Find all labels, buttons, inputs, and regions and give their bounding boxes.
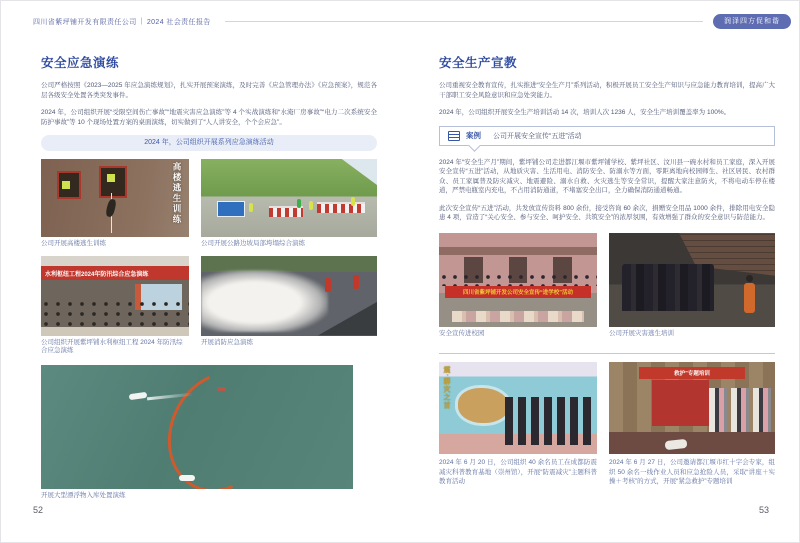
left-photo-row-1: [41, 159, 377, 237]
photo-earthquake-museum-visit: [439, 362, 597, 454]
drill-series-banner: 2024 年，公司组织开展系列应急演练活动: [41, 135, 377, 151]
window-shape: [57, 171, 81, 199]
photo-caption: 公司组织开展紫坪铺水利枢纽工程 2024 年防汛综合应急演练: [41, 338, 183, 354]
header-rule: [225, 21, 703, 22]
chapter-badge: 润泽四方促和谐: [713, 14, 791, 29]
case-paragraph-1: 2024 年“安全生产月”期间，紫坪铺公司走进都江堰市紫坪铺学校、紫坪社区、汶川县一碗水村和员工家庭，深入开展安全宣传“五进”活动，从地质灾害、生活用电、消防安全、防溺水等方面，零距离地向校园师生、社区居民、农村群众、员工家属普及防灾减灾、地震避险、溺水自救、火灾逃生等安全常识，提醒大家注意防火，不将电动车停在楼道，严禁电瓶室内充电，不占用消防通道，不堵塞安全出口，全力确保消防通道畅通。: [439, 158, 775, 194]
left-photo-row-2: [41, 256, 377, 336]
barrier-shape: [317, 202, 365, 213]
photo-caption: 公司开展灾害逃生培训: [609, 329, 674, 337]
section-title-emergency-drills: 安全应急演练: [41, 56, 120, 70]
road-sign-shape: [217, 201, 245, 217]
rescuer-figure: [744, 283, 755, 313]
boat-shape: [129, 391, 148, 399]
photo-caption: 2024 年 6 月 27 日，公司邀请都江堰市红十字会专家，组织 50 余名一线作业人员和应急抢险人员，采取“讲座＋实操＋考核”的方式，开展“紧急救护”专题培训: [609, 459, 775, 485]
photo-fire-extinguisher-drill: [201, 256, 377, 336]
smoke-shape: [201, 270, 328, 332]
right-caption-row-1: [439, 327, 775, 346]
vest-shape: [107, 174, 115, 182]
photo-caption: 2024 年 6 月 20 日，公司组织 40 余名员工在成都防震减灾科普教育基地（崇州馆），开展“防震减灾”主题科普教育活动: [439, 459, 597, 485]
photo-caption: 安全宣传进校园: [439, 329, 485, 337]
rescuer-head-shape: [746, 275, 753, 282]
photo-high-rise-escape: [41, 159, 189, 237]
group-figures-shape: [622, 264, 713, 311]
header-separator: |: [140, 18, 143, 25]
section-title-safety-education: 安全生产宣教: [439, 56, 518, 70]
right-photo-row-1: [439, 233, 775, 327]
photo-caption: 公司开展公路边坡局部垮塌综合演练: [201, 240, 305, 247]
firefighter-figure: [325, 278, 331, 292]
right-paragraph-1: 公司重视安全教育宣传，扎实推进“安全生产月”系列活动，积极开展员工安全生产知识与应急能力教育培训，提高广大干部职工安全风险意识和应急处突能力。: [439, 82, 775, 99]
photo-road-slope-drill: [201, 159, 377, 237]
case-document-icon: [448, 131, 460, 141]
worker-figure: [309, 201, 313, 210]
header-company-name: 四川省紫坪铺开发有限责任公司: [33, 18, 137, 26]
section-divider: [439, 353, 775, 354]
photo-caption: 开展大型漂浮物入库处置演练: [41, 491, 126, 499]
photo-overlay-text: 高楼逃生训练: [172, 162, 182, 225]
worker-figure: [297, 199, 301, 208]
floor-shape: [609, 432, 775, 454]
campaign-banner-text: 四川省紫坪铺开发公司安全宣传“进学校”活动: [445, 286, 590, 298]
left-paragraph-1: 公司严格按照《2023—2025 年应急演练规划》，扎实开展预案演练，及时完善《应急管理办法》《应急预案》，规范各层各级安全处置各类突发事件。: [41, 82, 377, 99]
mural-shape: [458, 388, 509, 423]
right-caption-row-2: [439, 454, 775, 487]
audience-shape: [41, 300, 189, 327]
worker-figure: [351, 197, 355, 206]
group-figures-shape: [439, 274, 597, 286]
right-page-column: [439, 53, 775, 487]
page-header: [33, 14, 799, 29]
case-paragraph-2: 此次安全宣传“五进”活动，共发放宣传资料 800 余份，接受咨询 60 余次，捐赠安全用品 1000 余件，排除用电安全隐患 4 项，营造了“关心安全、参与安全、呵护安全、共筑安全”的浓厚氛围，有效增强了群众的安全意识与防范能力。: [439, 204, 775, 221]
climber-figure: [105, 198, 117, 217]
photo-flood-drill-meeting: [41, 256, 189, 336]
case-label: 案例: [466, 131, 481, 140]
left-caption-row-2: [41, 336, 377, 363]
meeting-banner-text: 水利枢纽工程2024年防汛综合应急演练: [41, 266, 189, 280]
sky-shape: [333, 159, 377, 185]
case-callout: [439, 126, 775, 146]
left-paragraph-2: 2024 年，公司组织开展“受限空间伤亡事故”“地震灾害应急演练”等 4 个实战演练和“水淹厂房事故”“电力二次系统安全防护事故”等 10 个现场处置方案的桌面演练，切实做到了“人人讲安全，个个会应急”。: [41, 109, 377, 126]
red-screen-shape: [652, 380, 708, 426]
trainee-figures-shape: [709, 388, 772, 432]
photo-first-aid-training: [609, 362, 775, 454]
window-shape: [99, 166, 127, 198]
boat-shape: [217, 387, 226, 391]
right-photo-row-2: [439, 362, 775, 454]
page-number-left: 52: [33, 505, 44, 515]
containment-boom-shape: [149, 365, 294, 489]
training-banner-text: 救护”专题培训: [639, 367, 745, 379]
donation-boxes-shape: [452, 311, 585, 322]
firefighter-figure: [353, 275, 359, 289]
table-shape: [41, 327, 189, 336]
mural-text: 震·群灾之首: [443, 365, 450, 410]
photo-caption: 开展消防应急演练: [201, 338, 253, 346]
roof-shape: [439, 247, 597, 255]
photo-school-campaign-banner: [439, 233, 597, 327]
page-number-right: 53: [758, 505, 769, 515]
worker-figure: [249, 203, 253, 212]
photo-caption: 公司开展高楼逃生训练: [41, 240, 106, 247]
header-report-title: 2024 社会责任报告: [146, 18, 211, 26]
boat-shape: [179, 475, 195, 481]
case-title: 公司开展安全宣传“五进”活动: [493, 132, 582, 140]
photo-floating-debris-drill: [41, 365, 353, 489]
vest-shape: [62, 181, 70, 189]
left-page-column: [41, 53, 377, 507]
photo-disaster-escape-training: [609, 233, 775, 327]
visitor-figures-shape: [505, 397, 592, 445]
left-caption-row-1: [41, 237, 377, 256]
right-paragraph-2: 2024 年，公司组织开展安全生产培训活动 14 次，培训人次 1236 人，安全生产培训覆盖率为 100%。: [439, 109, 731, 116]
